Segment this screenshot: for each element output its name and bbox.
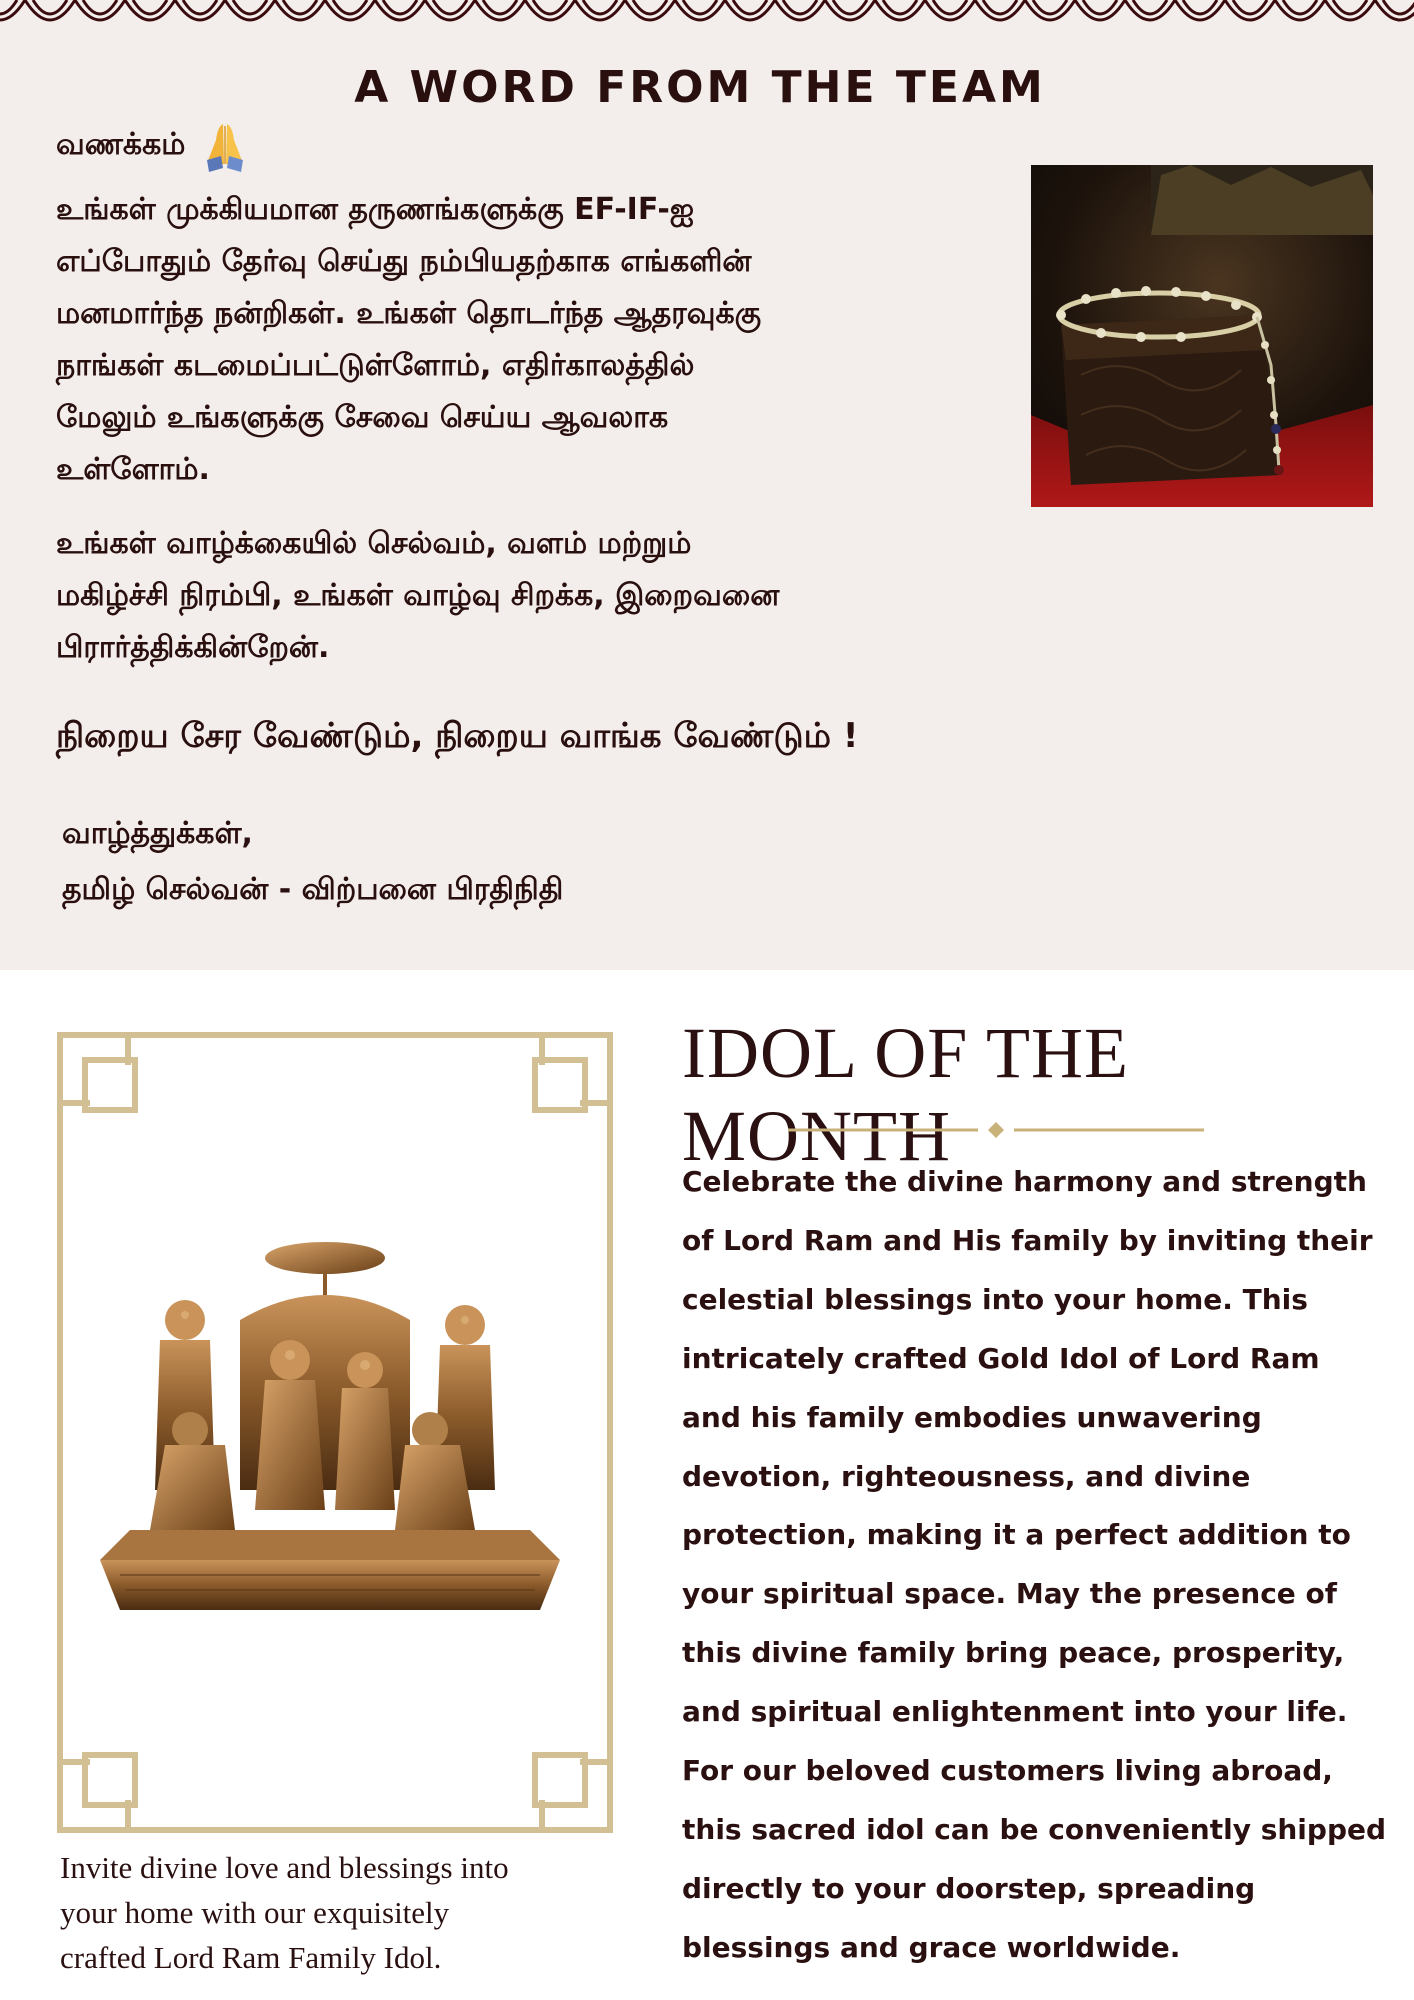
- caption-line: your home with our exquisitely: [60, 1895, 450, 1930]
- team-title: A WORD FROM THE TEAM: [354, 62, 1046, 113]
- tagline: நிறைய சேர வேண்டும், நிறைய வாங்க வேண்டும் !: [56, 716, 859, 756]
- idol-caption: [60, 1845, 620, 1980]
- gold-divider: [788, 1118, 1204, 1142]
- description-line: celestial blessings into your home. This: [682, 1282, 1308, 1316]
- folded-hands-icon: [197, 118, 253, 174]
- description-line: this divine family bring peace, prosperity,: [682, 1636, 1345, 1670]
- jewelry-photo: [1031, 165, 1373, 507]
- greeting: [56, 118, 253, 174]
- description-line: intricately crafted Gold Idol of Lord Ram: [682, 1341, 1320, 1375]
- description-line: directly to your doorstep, spreading: [682, 1871, 1256, 1905]
- description-line: and his family embodies unwavering: [682, 1400, 1262, 1434]
- description-line: and spiritual enlightenment into your life.: [682, 1695, 1348, 1729]
- caption-line: Invite divine love and blessings into: [60, 1850, 509, 1885]
- paragraph-line: உங்கள் முக்கியமான தருணங்களுக்கு EF-IF-ஐ: [56, 192, 694, 227]
- signoff-name: தமிழ் செல்வன் - விற்பனை பிரதிநிதி: [62, 872, 564, 907]
- description-line: your spiritual space. May the presence of: [682, 1577, 1337, 1611]
- paragraph-line: பிரார்த்திக்கின்றேன்.: [56, 630, 330, 665]
- description-line: For our beloved customers living abroad,: [682, 1754, 1333, 1788]
- caption-line: crafted Lord Ram Family Idol.: [60, 1940, 442, 1975]
- description-line: this sacred idol can be conveniently shipped: [682, 1812, 1387, 1846]
- team-paragraph-1: [56, 184, 986, 496]
- paragraph-line: உள்ளோம்.: [56, 452, 210, 487]
- paragraph-line: மனமார்ந்த நன்றிகள். உங்கள் தொடர்ந்த ஆதரவுக்கு: [56, 296, 762, 331]
- description-line: devotion, righteousness, and divine: [682, 1459, 1251, 1493]
- description-line: protection, making it a perfect addition to: [682, 1518, 1351, 1552]
- paragraph-line: உங்கள் வாழ்க்கையில் செல்வம், வளம் மற்றும்: [56, 526, 692, 561]
- signoff: [62, 806, 962, 918]
- description-line: of Lord Ram and His family by inviting their: [682, 1223, 1373, 1257]
- paragraph-line: மகிழ்ச்சி நிரம்பி, உங்கள் வாழ்வு சிறக்க, இறைவனை: [56, 578, 780, 613]
- team-paragraph-2: [56, 518, 986, 674]
- description-line: blessings and grace worldwide.: [682, 1930, 1181, 1964]
- decorative-border: [0, 0, 1414, 46]
- team-section: [0, 0, 1414, 970]
- paragraph-line: நாங்கள் கடமைப்பட்டுள்ளோம், எதிர்காலத்தில்: [56, 348, 695, 383]
- paragraph-line: எப்போதும் தேர்வு செய்து நம்பியதற்காக எங்களின்: [56, 244, 752, 279]
- signoff-greeting: வாழ்த்துக்கள்,: [62, 816, 253, 851]
- description-line: Celebrate the divine harmony and strength: [682, 1165, 1367, 1198]
- paragraph-line: மேலும் உங்களுக்கு சேவை செய்ய ஆவலாக: [56, 400, 669, 435]
- idol-description: [682, 1153, 1387, 1978]
- idol-month-title: IDOL OF THE MONTH: [682, 1013, 1129, 1176]
- ram-family-idol-image: [90, 1230, 570, 1630]
- greeting-text: வணக்கம்: [56, 126, 186, 162]
